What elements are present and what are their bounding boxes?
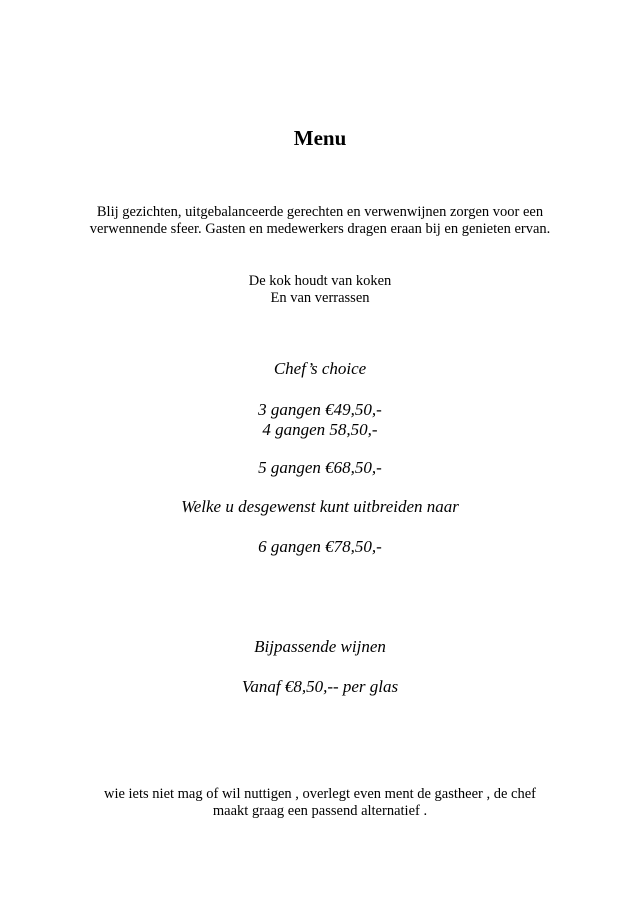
- intro-line-1: Blij gezichten, uitgebalanceerde gerechten en verwenwijnen zorgen voor een: [96, 204, 544, 220]
- chef-note-line-2: En van verrassen: [270, 290, 370, 306]
- chefs-choice-heading: Chef’s choice: [273, 359, 367, 378]
- wines-price: Vanaf €8,50,-- per glas: [241, 677, 399, 696]
- footer-line-2: maakt graag een passend alternatief .: [212, 803, 428, 819]
- chef-note-line-1: De kok houdt van koken: [248, 273, 392, 289]
- wines-heading: Bijpassende wijnen: [254, 637, 386, 656]
- option-4-courses: 4 gangen 58,50,-: [262, 420, 378, 439]
- page-title: Menu: [293, 126, 347, 150]
- option-6-courses: 6 gangen €78,50,-: [258, 537, 382, 556]
- intro-line-2: verwennende sfeer. Gasten en medewerkers dragen eraan bij en genieten ervan.: [89, 221, 551, 237]
- option-5-courses: 5 gangen €68,50,-: [258, 458, 382, 477]
- extend-text: Welke u desgewenst kunt uitbreiden naar: [181, 497, 459, 516]
- option-3-courses: 3 gangen €49,50,-: [258, 400, 382, 419]
- footer-line-1: wie iets niet mag of wil nuttigen , overlegt even ment de gastheer , de chef: [103, 786, 537, 802]
